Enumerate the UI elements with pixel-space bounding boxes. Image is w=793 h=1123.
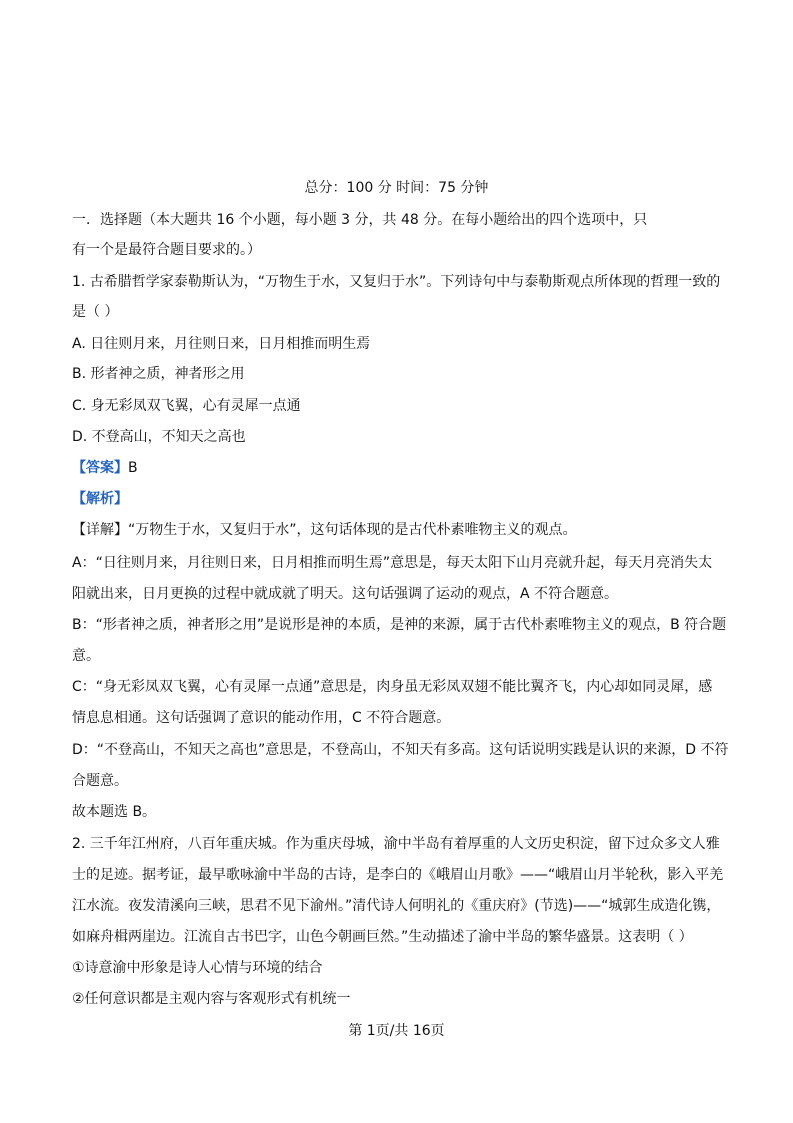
q2-line-4: 如麻舟楫两崖边。江流自古书巴字，山色今朝画巨然。”生动描述了渝中半岛的繁华盛景。这表明（ ）	[72, 929, 693, 945]
answer-tag: 【答案】	[72, 460, 128, 476]
q1-stem-cont: 是（ ）	[72, 304, 119, 320]
q1-option-b: B. 形者神之质，神者形之用	[72, 366, 245, 382]
q1-explain-c2: 情息息相通。这句话强调了意识的能动作用，C 不符合题意。	[72, 710, 451, 726]
answer-value: B	[128, 460, 138, 476]
q2-line-2: 士的足迹。据考证，最早歌咏渝中半岛的古诗，是李白的《峨眉山月歌》——“峨眉山月半轮秋，影入平羌	[72, 867, 724, 883]
score-time-header: 总分：100 分 时间：75 分钟	[304, 180, 489, 196]
q1-detail-line	[72, 520, 732, 540]
q2-statement-1: ①诗意渝中形象是诗人心情与环境的结合	[72, 960, 323, 976]
q1-stem: 1. 古希腊哲学家泰勒斯认为，“万物生于水，又复归于水”。下列诗句中与泰勒斯观点所体现的哲理一致的	[72, 274, 721, 290]
page-number: 第 1页/共 16页	[348, 1023, 445, 1039]
section-title: 一．选择题（本大题共 16 个小题，每小题 3 分，共 48 分。在每小题给出的四个选项中，只	[72, 212, 648, 228]
q1-explain-b2: 意。	[72, 648, 100, 664]
detail-text: “万物生于水，又复归于水”，这句话体现的是古代朴素唯物主义的观点。	[128, 522, 577, 538]
q2-line-1: 2. 三千年江州府，八百年重庆城。作为重庆母城，渝中半岛有着厚重的人文历史积淀，留下过众多文人雅	[72, 836, 720, 852]
q1-explain-c1: C：“身无彩凤双飞翼，心有灵犀一点通”意思是，肉身虽无彩凤双翅不能比翼齐飞，内心却如同灵犀，感	[72, 679, 713, 695]
q1-explain-d1: D：“不登高山，不知天之高也”意思是，不登高山，不知天有多高。这句话说明实践是认识的来源，D 不符	[72, 742, 729, 758]
analysis-tag: 【解析】	[72, 491, 128, 507]
q1-explain-d2: 合题意。	[72, 773, 128, 789]
q2-statement-2: ②任何意识都是主观内容与客观形式有机统一	[72, 991, 351, 1007]
q2-line-3: 江水流。夜发清溪向三峡，思君不见下渝州。”清代诗人何明礼的《重庆府》(节选)——“城郭生成造化镌，	[72, 898, 721, 914]
detail-tag: 【详解】	[72, 522, 128, 538]
q1-analysis-line	[72, 489, 732, 509]
q1-explain-b1: B：“形者神之质，神者形之用”是说形是神的本质，是神的来源，属于古代朴素唯物主义的观点，B 符合题	[72, 617, 727, 633]
q1-explain-a1: A：“日往则月来，月往则日来，日月相推而明生焉”意思是，每天太阳下山月亮就升起，每天月亮消失太	[72, 555, 713, 571]
q1-option-a: A. 日往则月来，月往则日来，日月相推而明生焉	[72, 336, 371, 352]
section-title-cont: 有一个是最符合题目要求的。）	[72, 242, 261, 258]
q1-explain-a2: 阳就出来，日月更换的过程中就成就了明天。这句话强调了运动的观点，A 不符合题意。	[72, 586, 619, 602]
q1-option-c: C. 身无彩凤双飞翼，心有灵犀一点通	[72, 398, 301, 414]
q1-conclusion: 故本题选 B。	[72, 804, 157, 820]
q1-option-d: D. 不登高山，不知天之高也	[72, 429, 246, 445]
q1-answer-line	[72, 458, 732, 478]
